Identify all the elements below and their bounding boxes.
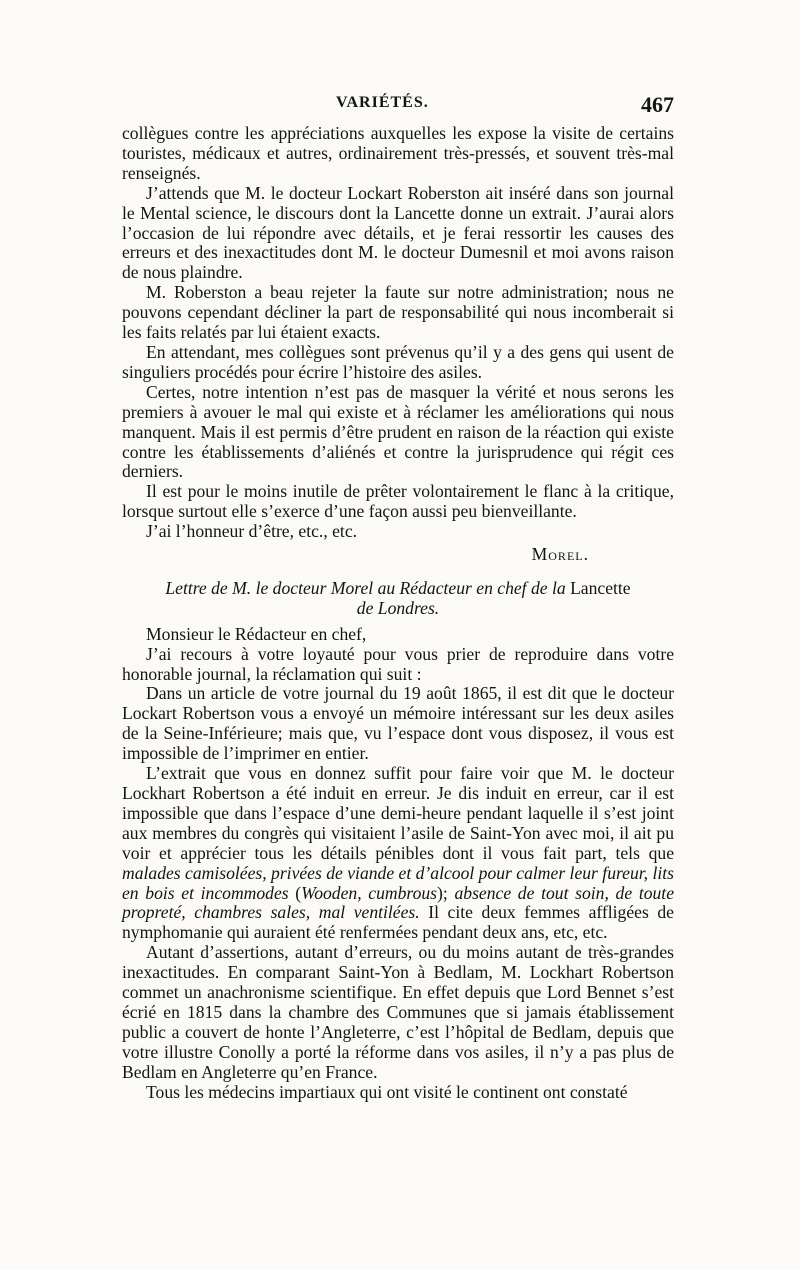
body-text [122,124,674,1103]
extract-italic: Wooden, cumbrous [301,882,438,903]
letter-title-roman: Lancette [570,577,631,598]
paragraph: collègues contre les appréciations auxquelles les expose la visite de certains touristes, médicaux et autres, ordinairement très-pressés, et souvent très-mal renseignés. [122,123,674,183]
running-title: VARIÉTÉS. [336,94,429,111]
paragraph: M. Roberston a beau rejeter la faute sur notre administration; nous ne pouvons cependant décliner la part de responsabilité qui nous incomberait si les faits relatés par lui étaient exacts. [122,282,674,343]
page-header [122,92,674,118]
paragraph: J’attends que M. le docteur Lockart Roberston ait inséré dans son journal le Mental science, le discours dont la Lancette donne un extrait. J’aurai alors l’occasion de lui répondre avec détails, et je ferai ressortir les causes des erreurs et des inexactitudes dont M. le docteur Dumesnil et moi avons raison de nous plaindre. [122,182,674,283]
extract-text: ); [437,882,455,903]
letter-title [122,579,674,619]
extract-italic: absence de tout soin, de toute propreté, chambres sales, mal ventilées. [122,882,675,923]
paragraph: Tous les médecins impartiaux qui ont visité le continent ont constaté [146,1081,628,1102]
letter-title-end: de Londres. [356,597,440,618]
salutation: Monsieur le Rédacteur en chef, [146,623,367,644]
paragraph: Autant d’assertions, autant d’erreurs, ou du moins autant de très-grandes inexactitudes. En comparant Saint-Yon à Bedlam, M. Lockhart Robertson commet un anachronisme scientifique. En effet depuis que Lord Bennet s’est écrié en 1815 dans la chambre des Communes que si jamais établissement public a couvert de honte l’Angleterre, c’est l’hôpital de Bedlam, depuis que votre illustre Conolly a porté la réforme dans vos asiles, il n’y a pas plus de Bedlam en Angleterre qu’en France. [122,942,674,1082]
paragraph: Il est pour le moins inutile de prêter volontairement le flanc à la critique, lorsque surtout elle s’exerce d’une façon aussi peu bienveillante. [122,481,674,522]
paragraph: Dans un article de votre journal du 19 août 1865, il est dit que le docteur Lockart Robertson vous a envoyé un mémoire intéressant sur les deux asiles de la Seine-Inférieure; mais que, vu l’espace dont vous disposez, il vous est impossible de l’imprimer en entier. [122,683,674,764]
paragraph: J’ai l’honneur d’être, etc., etc. [146,521,358,542]
page-number: 467 [641,92,674,117]
extract-italic: malades camisolées, privées de viande et d’alcool pour calmer leur fureur, lits en bois et incommodes [122,862,674,903]
paragraph: J’ai recours à votre loyauté pour vous prier de reproduire dans votre honorable journal, la réclamation qui suit : [122,643,674,684]
extract-text: ( [288,882,302,903]
paragraph-extract [122,764,674,943]
extract-text: L’extrait que vous en donnez suffit pour faire voir que M. le docteur Lockhart Robertson a été induit en erreur. Je dis induit en erreur, car il est impossible que dans l’espace d’une demi-heure pendant laquelle il s’est joint aux membres du congrès qui visitaient l’asile de Saint-Yon avec moi, il ait pu voir et apprécier tous les détails pénibles dont il vous fait part, tels que [122,763,674,863]
paragraph: En attendant, mes collègues sont prévenus qu’il y a des gens qui usent de singuliers procédés pour écrire l’histoire des asiles. [122,341,674,382]
signature: Morel. [531,544,589,565]
letter-title-italic: Lettre de M. le docteur Morel au Rédacteur en chef de la [165,577,566,598]
paragraph: Certes, notre intention n’est pas de masquer la vérité et nous serons les premiers à avouer le mal qui existe et à réclamer les améliorations qui nous manquent. Mais il est permis d’être prudent en raison de la réaction qui existe contre les établissements d’aliénés et contre la jurisprudence qui régit ces derniers. [122,381,674,482]
extract-text: Il cite deux femmes affligées de nymphomanie qui auraient été renfermées pendant deux ans, etc, etc. [122,902,674,943]
